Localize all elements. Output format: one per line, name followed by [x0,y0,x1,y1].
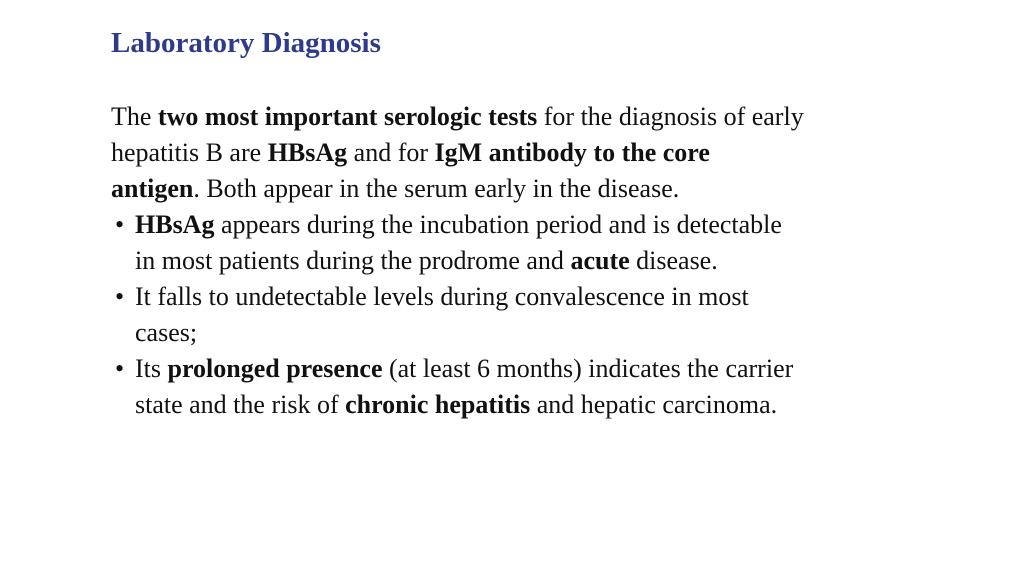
slide-body [111,99,931,423]
bullet-item [111,351,931,423]
bullet-text: Its [135,354,168,383]
bullet-line [135,243,931,279]
intro-emphasis: antigen [111,174,194,203]
intro-paragraph [111,99,931,207]
intro-line-3 [111,171,931,207]
bullet-emphasis: acute [570,246,630,275]
bullet-line [135,207,931,243]
intro-text: and for [347,138,435,167]
bullet-text: appears during the incubation period and is detectable [214,210,782,239]
intro-emphasis: HBsAg [267,138,348,167]
bullet-item [111,207,931,279]
bullet-text: (at least 6 months) indicates the carrier [382,354,794,383]
intro-line-1 [111,99,931,135]
bullet-list [111,207,931,423]
bullet-line: It falls to undetectable levels during convalescence in most [135,282,749,311]
intro-text: . Both appear in the serum early in the disease. [193,174,680,203]
intro-emphasis: IgM antibody to the core [434,138,710,167]
bullet-emphasis: prolonged presence [167,354,383,383]
intro-text: for the diagnosis of early [537,102,804,131]
bullet-item [111,279,931,351]
bullet-text: state and the risk of [135,390,346,419]
bullet-line [135,387,931,423]
intro-text: The [111,102,158,131]
bullet-line [135,351,931,387]
bullet-emphasis: chronic hepatitis [345,390,531,419]
bullet-marker: • [115,210,125,239]
bullet-emphasis: HBsAg [135,210,215,239]
intro-line-2 [111,135,931,171]
intro-text: hepatitis B are [111,138,268,167]
bullet-text: and hepatic carcinoma. [530,390,778,419]
bullet-marker: • [115,282,125,311]
intro-emphasis: two most important serologic tests [157,102,538,131]
bullet-text: in most patients during the prodrome and [135,246,571,275]
bullet-text: disease. [629,246,718,275]
bullet-line: cases; [135,318,198,347]
slide-title: Laboratory Diagnosis [111,27,381,59]
bullet-marker: • [115,354,125,383]
